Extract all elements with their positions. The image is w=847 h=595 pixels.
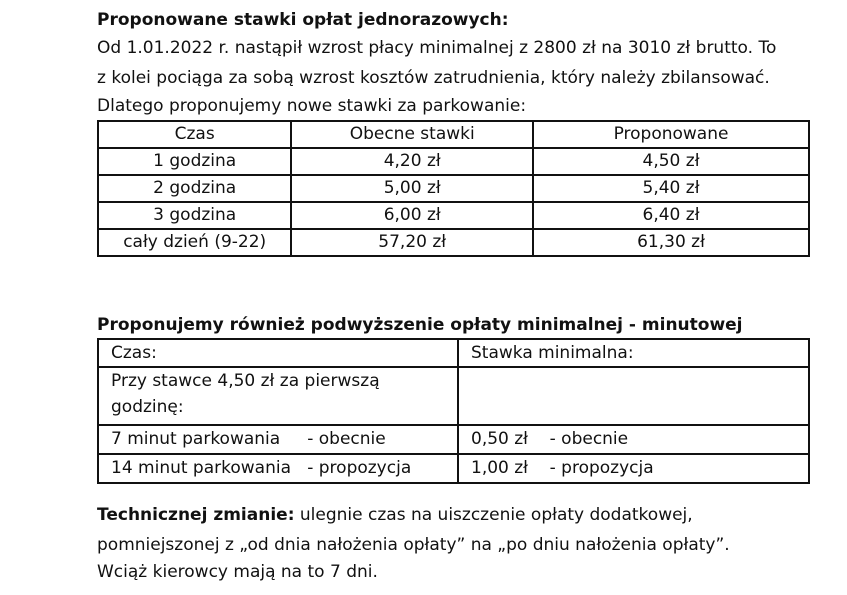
column-header-time: Czas (98, 121, 291, 148)
table-cell: 3 godzina (98, 202, 291, 229)
table-header-row (98, 339, 809, 367)
table-cell: cały dzień (9-22) (98, 229, 291, 256)
table-cell: 1 godzina (98, 148, 291, 175)
table-row (98, 175, 809, 202)
table-cell: Przy stawce 4,50 zł za pierwszą godzinę: (98, 367, 458, 425)
table-cell: 5,00 zł (291, 175, 533, 202)
table-cell: 6,40 zł (533, 202, 809, 229)
intro-line-1: Od 1.01.2022 r. nastąpił wzrost płacy minimalnej z 2800 zł na 3010 zł brutto. To (97, 38, 777, 58)
intro-line-2: z kolei pociąga za sobą wzrost kosztów zatrudnienia, który należy zbilansować. (97, 68, 770, 88)
column-header-time: Czas: (98, 339, 458, 367)
table-cell: 1,00 zł - propozycja (458, 454, 809, 483)
column-header-minimum-rate: Stawka minimalna: (458, 339, 809, 367)
table-row (98, 148, 809, 175)
table-cell: 0,50 zł - obecnie (458, 425, 809, 454)
column-header-current-rates: Obecne stawki (291, 121, 533, 148)
table-cell: 4,50 zł (533, 148, 809, 175)
minimum-fee-table (97, 338, 810, 484)
section-heading-minimum-fee: Proponujemy również podwyższenie opłaty minimalnej - minutowej (97, 315, 743, 335)
table-cell: 57,20 zł (291, 229, 533, 256)
table-cell: 6,00 zł (291, 202, 533, 229)
table-cell (458, 367, 809, 425)
table-row (98, 454, 809, 483)
footer-line-1-text: ulegnie czas na uiszczenie opłaty dodatkowej, (294, 505, 693, 525)
table-cell: 7 minut parkowania - obecnie (98, 425, 458, 454)
table-row (98, 202, 809, 229)
table-row (98, 229, 809, 256)
footer-line-1 (97, 503, 693, 527)
table-row (98, 425, 809, 454)
intro-line-3: Dlatego proponujemy nowe stawki za parkowanie: (97, 96, 527, 116)
footer-bold-prefix: Technicznej zmianie: (97, 505, 295, 525)
table-header-row (98, 121, 809, 148)
footer-line-3: Wciąż kierowcy mają na to 7 dni. (97, 562, 378, 582)
footer-line-2: pomniejszonej z „od dnia nałożenia opłaty” na „po dniu nałożenia opłaty”. (97, 535, 730, 555)
table-cell: 2 godzina (98, 175, 291, 202)
table-cell: 4,20 zł (291, 148, 533, 175)
parking-rates-table (97, 120, 810, 257)
table-row (98, 367, 809, 425)
table-cell: 61,30 zł (533, 229, 809, 256)
table-cell: 14 minut parkowania - propozycja (98, 454, 458, 483)
section-heading-one-time-rates: Proponowane stawki opłat jednorazowych: (97, 10, 509, 30)
column-header-proposed-rates: Proponowane (533, 121, 809, 148)
table-cell: 5,40 zł (533, 175, 809, 202)
